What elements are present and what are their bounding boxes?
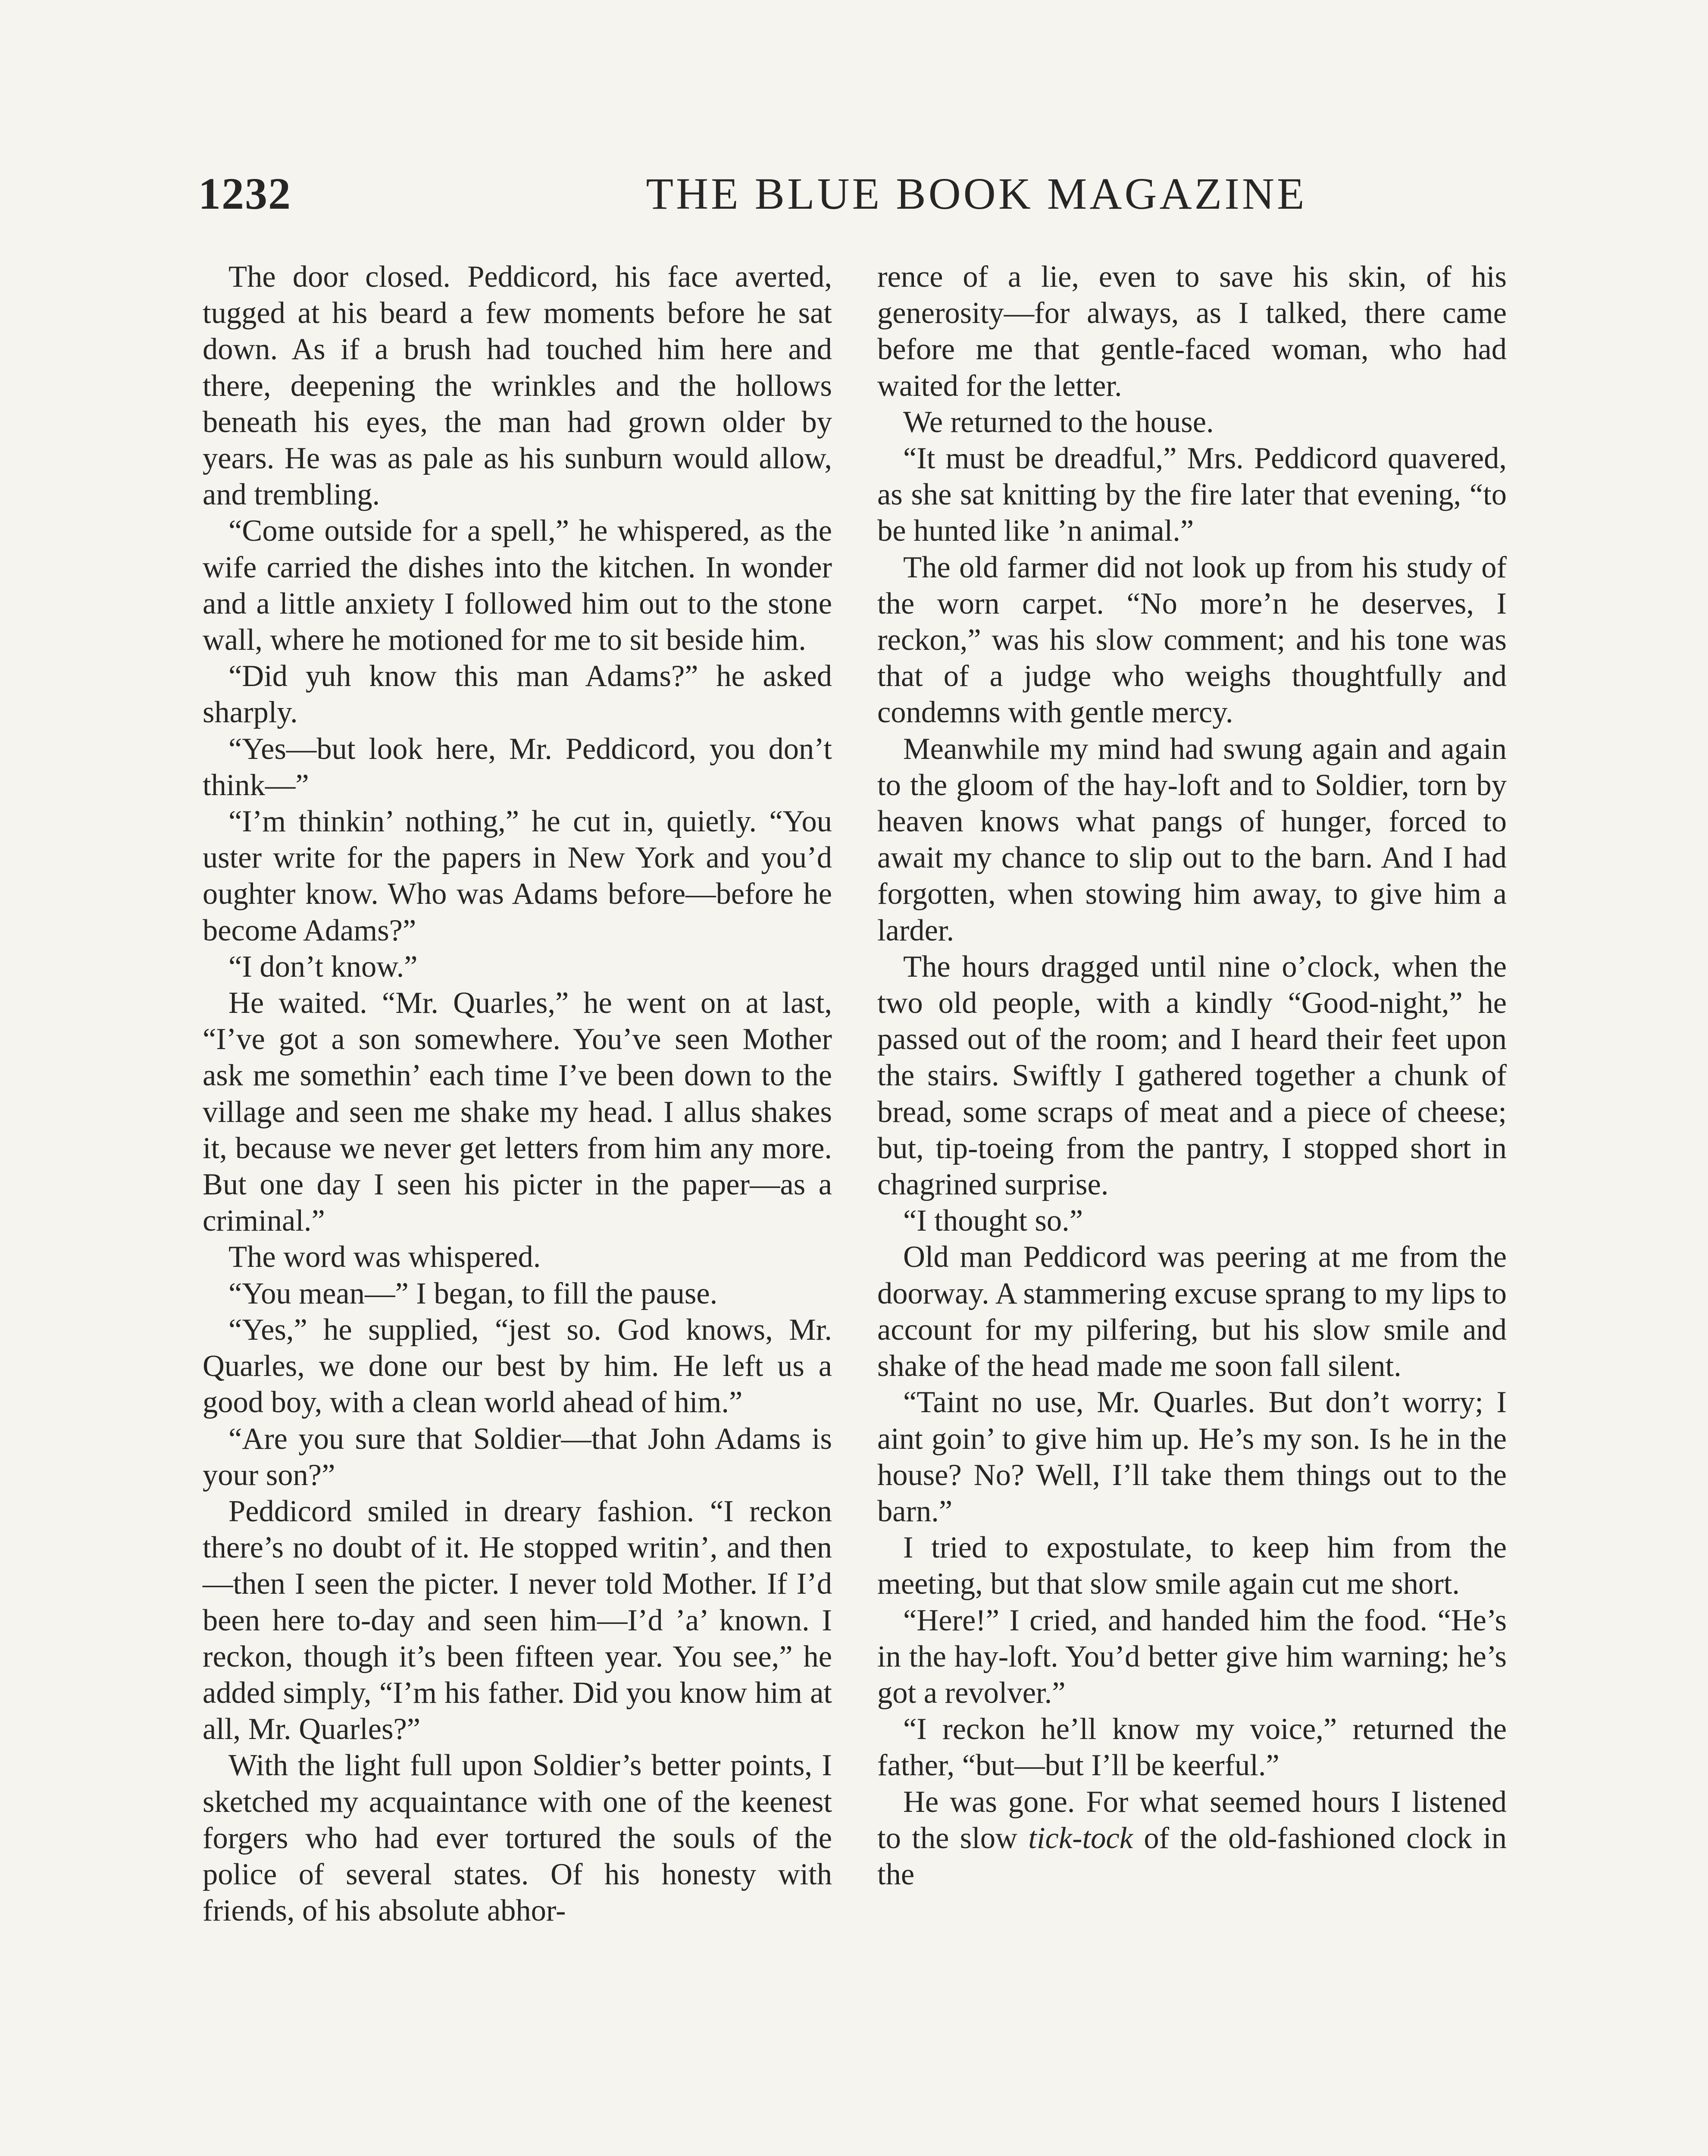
paragraph: “I thought so.” [903, 1204, 1083, 1238]
paragraph: “Here!” I cried, and handed him the food. “He’s in the hay-loft. You’d better give him warning; he’s got a revolver.” [877, 1603, 1507, 1710]
paragraph: Old man Peddicord was peering at me from the doorway. A stammering excuse sprang to my lips to account for my pilfering, but his slow smile and shake of the head made me soon fall silent. [877, 1240, 1507, 1383]
paragraph: “Yes,” he supplied, “jest so. God knows, Mr. Quarles, we done our best by him. He left us a good boy, with a clean world ahead of him.” [203, 1313, 832, 1420]
page-number: 1232 [198, 169, 291, 219]
text-run: of the old-fashioned clock in the [877, 1821, 1507, 1891]
last-paragraph [877, 1784, 1507, 1893]
continued-paragraph: rence of a lie, even to save his skin, of his generosity—for always, as I talked, there came before me that gentle-faced woman, who had waited for the letter. [877, 260, 1507, 403]
paragraph: The door closed. Peddicord, his face averted, tugged at his beard a few moments before he sat down. As if a brush had touched him here and there, deepening the wrinkles and the hollows beneath his eyes, the man had grown older by years. He was as pale as his sunburn would allow, and trembling. [203, 260, 832, 512]
paragraph: The hours dragged until nine o’clock, when the two old people, with a kindly “Good-night,” he passed out of the room; and I heard their feet upon the stairs. Swiftly I gathered together a chunk of bread, some scraps of meat and a piece of cheese; but, tip-toeing from the pantry, I stopped short in chagrined surprise. [877, 950, 1507, 1202]
paragraph: “I’m thinkin’ nothing,” he cut in, quietly. “You uster write for the papers in New York and you’d oughter know. Who was Adams before—before he become Adams?” [203, 805, 832, 947]
paragraph: The old farmer did not look up from his study of the worn carpet. “No more’n he deserves, I reckon,” was his slow comment; and his tone was that of a judge who weighs thoughtfully and condemns with gentle mercy. [877, 550, 1507, 730]
paragraph: “You mean—” I began, to fill the pause. [228, 1276, 718, 1310]
paragraph: We returned to the house. [903, 405, 1214, 439]
paragraph: He waited. “Mr. Quarles,” he went on at last, “I’ve got a son somewhere. You’ve seen Mother ask me somethin’ each time I’ve been down to the village and seen me shake my head. I allus shakes it, because we never get letters from him any more. But one day I seen his picter in the paper—as a criminal.” [203, 986, 832, 1238]
paragraph: “Yes—but look here, Mr. Peddicord, you don’t think—” [203, 732, 832, 802]
italic-text: tick-tock [1028, 1821, 1133, 1855]
text-run: He was gone. For what seemed hours I listened to the slow [877, 1785, 1507, 1855]
paragraph: With the light full upon Soldier’s better points, I sketched my acquaintance with one of the keenest forgers who had ever tortured the souls of the police of several states. Of his honesty with friends, of his absolute abhor- [203, 1749, 832, 1928]
paragraph: Peddicord smiled in dreary fashion. “I reckon there’s no doubt of it. He stopped writin’, and then—then I seen the picter. I never told Mother. If I’d been here to-day and seen him—I’d ’a’ known. I reckon, though it’s been fifteen year. You see,” he added simply, “I’m his father. Did you know him at all, Mr. Quarles?” [203, 1494, 832, 1746]
paragraph: “Taint no use, Mr. Quarles. But don’t worry; I aint goin’ to give him up. He’s my son. Is he in the house? No? Well, I’ll take them things out to the barn.” [877, 1385, 1507, 1528]
magazine-title: THE BLUE BOOK MAGAZINE [646, 169, 1307, 219]
page-header [198, 160, 1517, 229]
paragraph: Meanwhile my mind had swung again and again to the gloom of the hay-loft and to Soldier, torn by heaven knows what pangs of hunger, forced to await my chance to slip out to the barn. And I had forgotten, when stowing him away, to give him a larder. [877, 732, 1507, 947]
right-column [877, 259, 1507, 1893]
paragraph: The word was whispered. [228, 1240, 541, 1274]
left-column [203, 259, 832, 1929]
paragraph: “It must be dreadful,” Mrs. Peddicord quavered, as she sat knitting by the fire later that evening, “to be hunted like ’n animal.” [877, 442, 1507, 548]
paragraph: “Did yuh know this man Adams?” he asked sharply. [203, 659, 832, 730]
paragraph: “I reckon he’ll know my voice,” returned the father, “but—but I’ll be keerful.” [877, 1712, 1507, 1783]
paragraph: “Come outside for a spell,” he whispered, as the wife carried the dishes into the kitchen. In wonder and a little anxiety I followed him out to the stone wall, where he motioned for me to sit beside him. [203, 514, 832, 657]
paragraph: “I don’t know.” [228, 950, 418, 984]
paragraph: “Are you sure that Soldier—that John Adams is your son?” [203, 1422, 832, 1492]
paragraph: I tried to expostulate, to keep him from the meeting, but that slow smile again cut me short. [877, 1531, 1507, 1601]
